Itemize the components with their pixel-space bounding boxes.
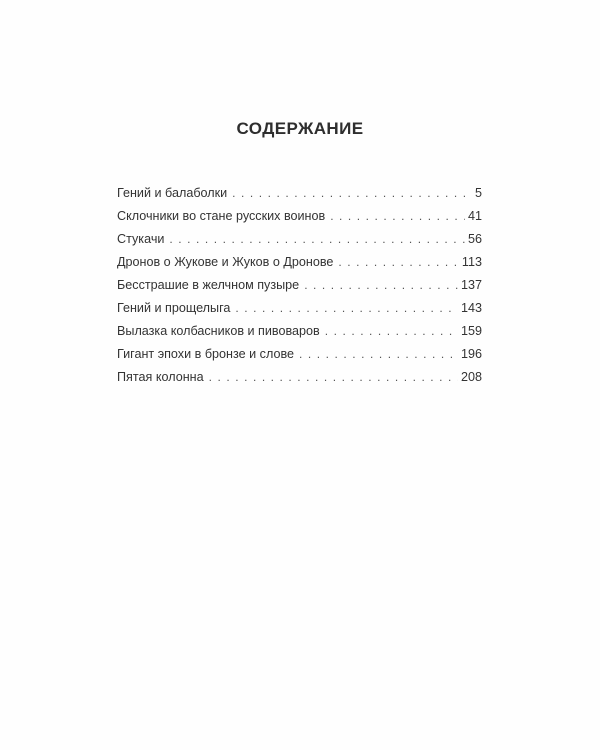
table-of-contents	[117, 182, 482, 389]
toc-entry-title: Стукачи	[117, 232, 165, 246]
toc-entry-title: Гений и балаболки	[117, 186, 228, 200]
toc-page-number: 5	[474, 186, 482, 200]
toc-entry	[117, 205, 482, 228]
toc-page-number: 137	[460, 278, 482, 292]
toc-entry-title: Пятая колонна	[117, 370, 204, 384]
dot-leader	[209, 366, 458, 389]
toc-page-number: 143	[460, 301, 482, 315]
toc-entry	[117, 228, 482, 251]
toc-entry	[117, 274, 482, 297]
dot-leader	[330, 205, 465, 228]
toc-entry	[117, 251, 482, 274]
toc-page-number: 41	[467, 209, 482, 223]
dot-leader	[235, 297, 458, 320]
dot-leader	[169, 228, 465, 251]
dot-leader	[299, 343, 458, 366]
toc-page-number: 208	[460, 370, 482, 384]
toc-page-number: 159	[460, 324, 482, 338]
page-title: СОДЕРЖАНИЕ	[236, 119, 364, 138]
toc-entry	[117, 343, 482, 366]
toc-page-number: 113	[461, 255, 482, 269]
toc-entry-title: Гений и прощелыга	[117, 301, 231, 315]
toc-entry-title: Гигант эпохи в бронзе и слове	[117, 347, 295, 361]
toc-page-number: 56	[467, 232, 482, 246]
toc-entry	[117, 366, 482, 389]
toc-entry-title: Бесстрашие в желчном пузыре	[117, 278, 300, 292]
toc-entry-title: Склочники во стане русских воинов	[117, 209, 326, 223]
dot-leader	[325, 320, 458, 343]
dot-leader	[304, 274, 458, 297]
toc-entry-title: Дронов о Жукове и Жуков о Дронове	[117, 255, 334, 269]
dot-leader	[338, 251, 459, 274]
toc-entry	[117, 297, 482, 320]
toc-page-number: 196	[460, 347, 482, 361]
dot-leader	[232, 182, 472, 205]
toc-entry	[117, 320, 482, 343]
toc-entry-title: Вылазка колбасников и пивоваров	[117, 324, 320, 338]
toc-entry	[117, 182, 482, 205]
